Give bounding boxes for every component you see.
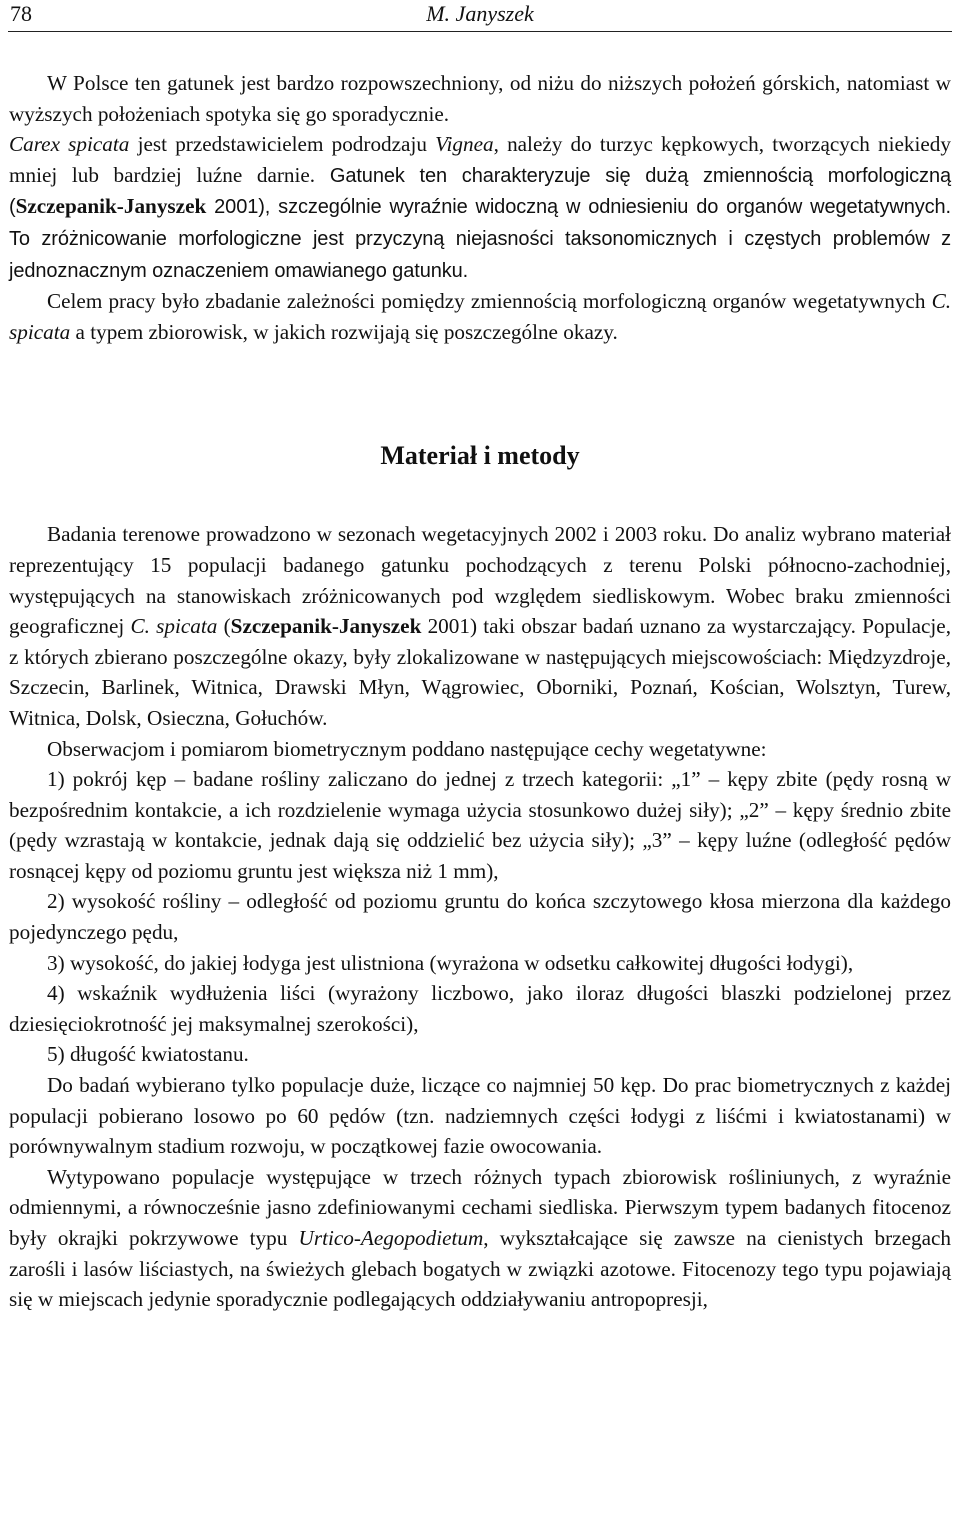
page-header [8,0,952,32]
methods-paragraph-2: Obserwacjom i pomiarom biometrycznym poddano następujące cechy wegetatywne: [47,736,767,761]
taxon-name: Carex spicata [9,132,130,157]
list-item: 5) długość kwiatostanu. [47,1042,249,1067]
citation: Szczepanik-Janyszek [230,614,422,639]
taxon-name: C. spicata [130,614,218,639]
list-item: 2) wysokość rośliny – odległość od poziomu gruntu do końca szczytowego kłosa mierzona dla każdego pojedynczego pędu, [9,889,951,945]
list-item: 1) pokrój kęp – badane rośliny zaliczano do jednej z trzech kategorii: „1” – kępy zbite (pędy rosną w bezpośrednim kontakcie, a ich rozdzielenie wymaga użycia stosunkowo dużej siły); „2” – kępy średnio zbite (pędy wzrastają w kontakcie, jednak dają się oddzielić bez użycia siły); „3” – kępy luźne (odległość pędów rosnącej kępy od poziomu gruntu jest większa niż 1 mm), [9,767,951,883]
intro-paragraph-2: Carex spicata jest przedstawicielem podrodzaju Vignea, należy do turzyc kępkowych, tworzących niekiedy mniej lub bardziej luźne darnie. Gatunek ten charakteryzuje się dużą zmiennością morfologiczną (Szczepanik-Janyszek 2001), szczególnie wyraźnie widoczną w odniesieniu do organów wegetatywnych. To zróżnicowanie morfologiczne jest przyczyną niejasności taksonomicznych i częstych problemów z jednoznacznym oznaczeniem omawianego gatunku. [9,132,952,282]
running-head: M. Janyszek [426,1,534,26]
intro-paragraph-3: Celem pracy było zbadanie zależności pomiędzy zmiennością morfologiczną organów wegetatywnych C. spicata a typem zbiorowisk, w jakich rozwijają się poszczególne okazy. [9,289,951,344]
list-item: 3) wysokość, do jakiej łodyga jest ulistniona (wyrażona w odsetku całkowitej długości łodygi), [47,950,854,975]
subgenus-name: Vignea [435,132,494,157]
citation: Szczepanik-Janyszek [15,194,207,219]
syntaxon-name: Urtico-Aegopodietum [298,1226,484,1250]
methods-paragraph-1: Badania terenowe prowadzono w sezonach wegetacyjnych 2002 i 2003 roku. Do analiz wybrano materiał reprezentujący 15 populacji badanego gatunku pochodzących z terenu Polski północno-zachodniej, występujących na stanowiskach zróżnicowanych pod względem siedliskowym. Wobec braku zmienności geograficznej C. spicata (Szczepanik-Janyszek 2001) taki obszar badań uznano za wystarczający. Populacje, z których zbierano poszczególne okazy, były zlokalizowane w następujących miejscowościach: Międzyzdroje, Szczecin, Barlinek, Witnica, Drawski Młyn, Wągrowiec, Oborniki, Poznań, Kościan, Wolsztyn, Turew, Witnica, Dolsk, Osieczna, Gołuchów. [9,522,951,730]
list-item: 4) wskaźnik wydłużenia liści (wyrażony liczbowo, jako iloraz długości blaszki podzielonej przez dziesięciokrotność jej maksymalnej szerokości), [9,981,951,1036]
page-number: 78 [10,1,32,26]
taxon-name: C. spicata [9,289,951,344]
page-body [9,68,951,1315]
methods-paragraph-3: Do badań wybierano tylko populacje duże, liczące co najmniej 50 kęp. Do prac biometrycznych z każdej populacji pobierano losowo po 60 pędów (tzn. nadziemnych części łodygi z liśćmi i kwiatostanami) w porównywalnym stadium rozwoju, w początkowej fazie owocowania. [9,1073,951,1159]
methods-paragraph-4: Wytypowano populacje występujące w trzech różnych typach zbiorowisk rośliniunych, z wyraźnie odmiennymi, a równocześnie jasno zdefiniowanymi cechami siedliska. Pierwszym typem badanych fitocenoz były okrajki pokrzywowe typu Urtico-Aegopodietum, wykształcające się zawsze na cienistych brzegach zarośli i lasów liściastych, na świeżych glebach bogatych w związki azotowe. Fitocenozy tego typu pojawiają się w miejscach jedynie sporadycznie podlegających oddziaływaniu antropopresji, [9,1164,951,1312]
section-title: Materiał i metody [380,441,580,471]
sans-sentence: Gatunek ten charakteryzuje się dużą zmiennością morfologiczną ( [9,164,952,219]
intro-paragraph-1: W Polsce ten gatunek jest bardzo rozpowszechniony, od niżu do niższych położeń górskich, natomiast w wyższych położeniach spotyka się go sporadycznie. [9,71,951,126]
